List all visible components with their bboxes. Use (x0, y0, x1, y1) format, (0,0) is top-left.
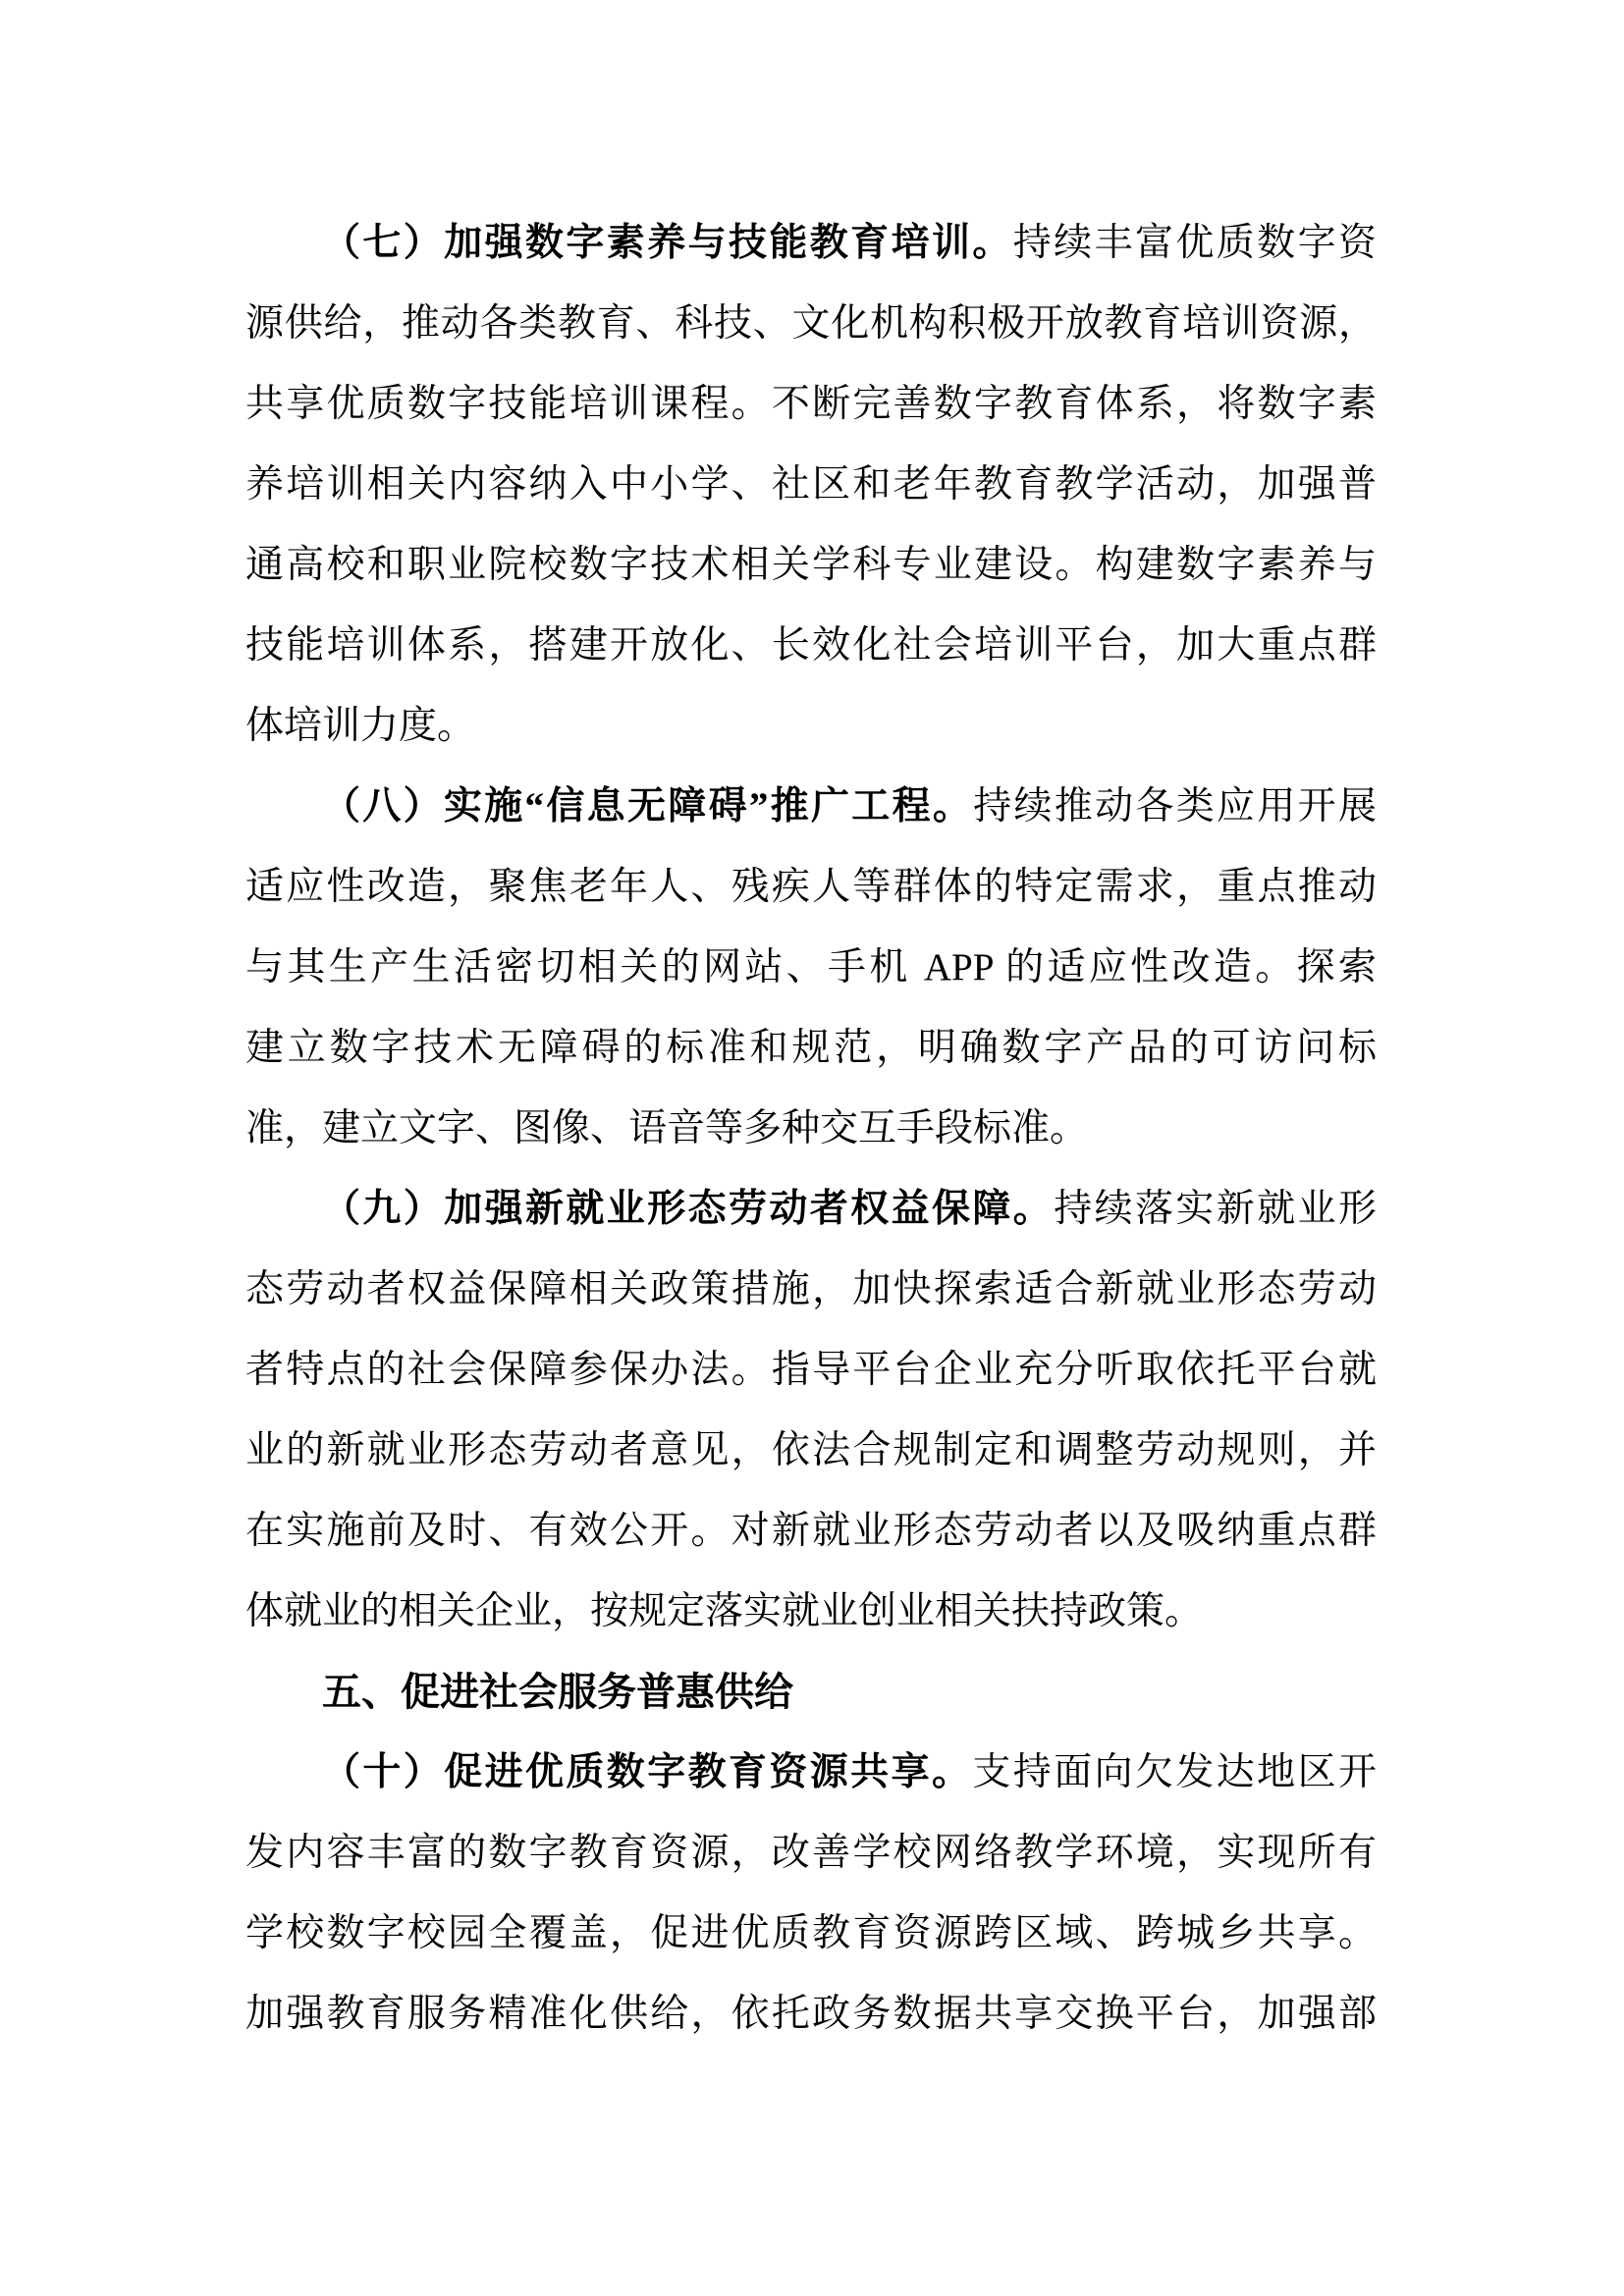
paragraph-text: 持续推动各类应用开展 (973, 785, 1377, 828)
paragraph-text: 共享优质数字技能培训课程。不断完善数字教育体系，将数字素 (245, 383, 1377, 425)
section-heading: 五、促进社会服务普惠供给 (322, 1671, 793, 1714)
paragraph-text: 准，建立文字、图像、语音等多种交互手段标准。 (245, 1107, 1089, 1149)
paragraph-text: 通高校和职业院校数字技术相关学科专业建设。构建数字素养与 (245, 544, 1377, 586)
paragraph-text: 体就业的相关企业，按规定落实就业创业相关扶持政策。 (245, 1590, 1204, 1632)
paragraph-lead-bold: （九）加强新就业形态劳动者权益保障。 (322, 1188, 1055, 1230)
paragraph-text: 持续丰富优质数字资 (1012, 222, 1377, 264)
paragraph-text: 体培训力度。 (245, 705, 476, 747)
text-line (245, 1089, 1377, 1169)
paragraph-text: 者特点的社会保障参保办法。指导平台企业充分听取依托平台就 (245, 1349, 1377, 1391)
paragraph-text: 技能培训体系，搭建开放化、长效化社会培训平台，加大重点群 (245, 624, 1377, 667)
text-line (245, 767, 1377, 847)
text-line (245, 364, 1377, 445)
text-line (245, 1974, 1377, 2055)
paragraph-text: 与其生产生活密切相关的网站、手机 APP 的适应性改造。探索 (245, 946, 1377, 988)
paragraph-lead-bold: （八）实施“信息无障碍”推广工程。 (322, 785, 974, 828)
paragraph-lead-bold: （七）加强数字素养与技能教育培训。 (322, 222, 1013, 264)
text-line (245, 284, 1377, 364)
text-line (245, 445, 1377, 525)
text-line (245, 1250, 1377, 1330)
text-line (245, 1813, 1377, 1894)
text-line (245, 928, 1377, 1008)
document-body (245, 203, 1377, 2055)
text-line (245, 1572, 1377, 1652)
text-line (245, 847, 1377, 928)
paragraph-lead-bold: （十）促进优质数字教育资源共享。 (322, 1751, 973, 1793)
paragraph-text: 态劳动者权益保障相关政策措施，加快探索适合新就业形态劳动 (245, 1268, 1377, 1310)
text-line (245, 525, 1377, 606)
text-line (245, 1169, 1377, 1250)
paragraph-text: 养培训相关内容纳入中小学、社区和老年教育教学活动，加强普 (245, 463, 1377, 506)
text-line (245, 606, 1377, 686)
text-line (245, 1733, 1377, 1813)
text-line (245, 1330, 1377, 1411)
paragraph-text: 业的新就业形态劳动者意见，依法合规制定和调整劳动规则，并 (245, 1429, 1377, 1471)
text-line (245, 1491, 1377, 1572)
text-line (245, 1894, 1377, 1974)
paragraph-text: 在实施前及时、有效公开。对新就业形态劳动者以及吸纳重点群 (245, 1510, 1377, 1552)
paragraph-text: 支持面向欠发达地区开 (972, 1751, 1377, 1793)
paragraph-text: 加强教育服务精准化供给，依托政务数据共享交换平台，加强部 (245, 1993, 1377, 2035)
paragraph-text: 发内容丰富的数字教育资源，改善学校网络教学环境，实现所有 (245, 1832, 1377, 1874)
text-line (245, 1411, 1377, 1491)
paragraph-text: 学校数字校园全覆盖，促进优质教育资源跨区域、跨城乡共享。 (245, 1912, 1377, 1954)
paragraph-text: 适应性改造，聚焦老年人、残疾人等群体的特定需求，重点推动 (245, 866, 1377, 908)
text-line (245, 686, 1377, 767)
text-line (245, 1008, 1377, 1089)
paragraph-text: 源供给，推动各类教育、科技、文化机构积极开放教育培训资源， (245, 302, 1377, 345)
paragraph-text: 建立数字技术无障碍的标准和规范，明确数字产品的可访问标 (245, 1027, 1377, 1069)
paragraph-text: 持续落实新就业形 (1054, 1188, 1377, 1230)
text-line (245, 203, 1377, 284)
